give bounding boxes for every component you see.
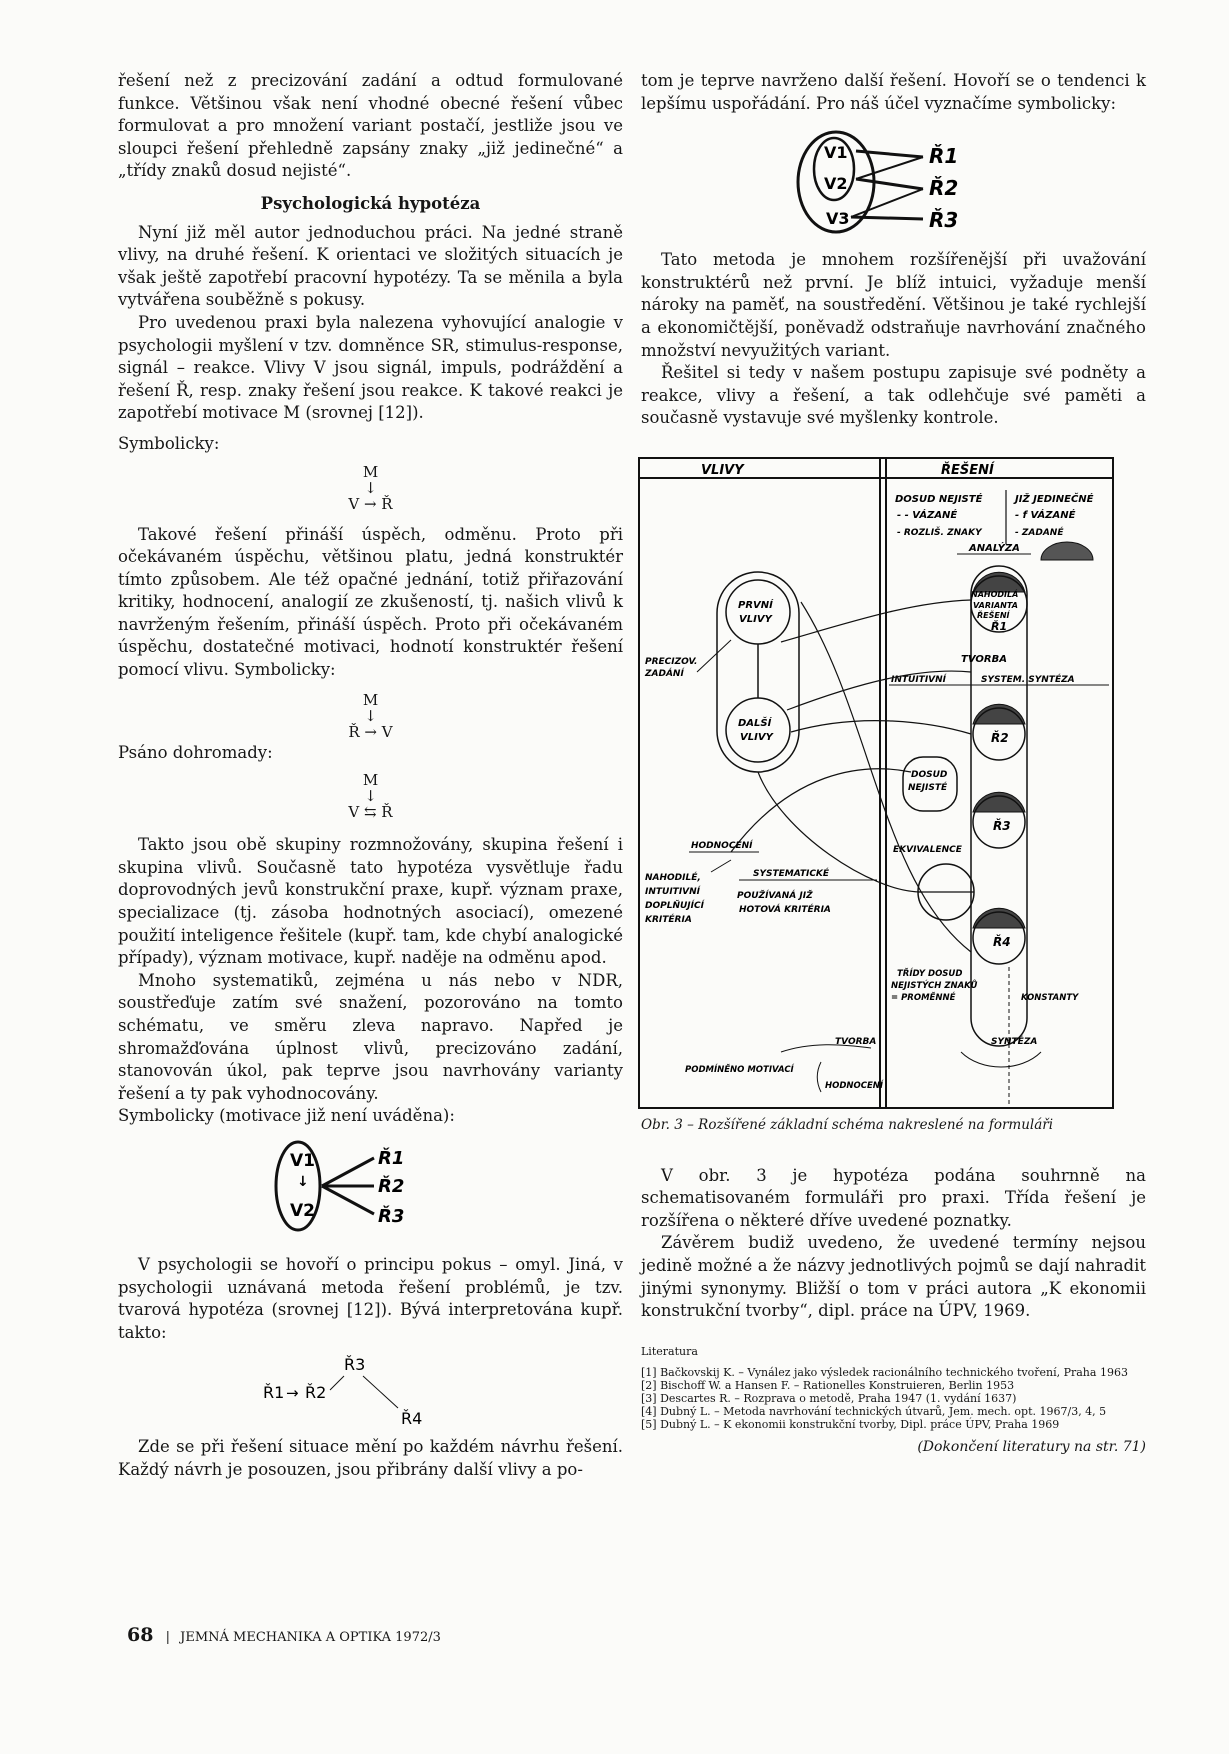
arrow-icon: [851, 217, 923, 219]
formula-3: [118, 772, 623, 820]
formula-line: Ř → V: [348, 722, 393, 741]
legend-text: - f VÁZANÉ: [1015, 509, 1076, 521]
arrow-icon: [851, 189, 923, 217]
arrow-icon: [322, 1186, 374, 1214]
figure-3-diagram: [631, 452, 1136, 1110]
label-v1: V1: [290, 1150, 315, 1171]
formula-arrow: ↓: [364, 478, 377, 497]
literature-title: Literatura: [641, 1344, 698, 1358]
paragraph: Závěrem budiž uvedeno, že uvedené termíny nejsou jedině možné a že názvy jednotlivých pojmů se dají nahradit jinými synonymy. Bližší o tom v práci autora „K ekonomii konstrukční tvorby“, dipl. práce na ÚPV, 1969.: [641, 1233, 1146, 1321]
label-v1: V1: [824, 143, 848, 163]
page-footer: [127, 1624, 441, 1646]
label-r2: Ř2: [378, 1175, 405, 1197]
arrow-icon: [363, 1376, 398, 1408]
label-pouzivana: POUŽÍVANÁ JIŽ: [737, 890, 813, 901]
hatched-semicircle-icon: [1041, 542, 1093, 560]
label-kriteria: KRITÉRIA: [645, 914, 692, 925]
figure-caption: Obr. 3 – Rozšířené základní schéma nakreslené na formuláři: [641, 1116, 1054, 1133]
page-number: 68: [127, 1624, 154, 1646]
formula-arrow: ↓: [364, 706, 377, 725]
label-nahodila: NAHODILÁ: [971, 589, 1019, 599]
label-dalsi: DALŠÍ: [738, 717, 772, 729]
label-promenne: = PROMĚNNÉ: [891, 992, 956, 1003]
label-podmineno: PODMÍNĚNO MOTIVACÍ: [685, 1064, 794, 1075]
label-nejistych: NEJISTÝCH ZNAKŮ: [891, 980, 978, 991]
paragraph: Takto jsou obě skupiny rozmnožovány, skupina řešení i skupina vlivů. Současně tato hypotéza vysvětluje řadu doprovodných jevů konstrukční praxe, kupř. význam praxe, specializace (tj. zásoba hodnotných asociací), omezené použití inteligence řešitele (kupř. tam, kde chybí analogické případy), význam motivace, kupř. naděje na odměnu apod.: [118, 835, 623, 968]
legend-text: - ZADANÉ: [1015, 527, 1064, 538]
label-r2: Ř2: [991, 730, 1009, 745]
paragraph: V psychologii se hovoří o principu pokus – omyl. Jiná, v psychologii uznávaná metoda řešení problémů, je tzv. tvarová hypotéza (srovnej [12]). Bývá interpretována kupř. takto:: [118, 1254, 623, 1342]
vlivy-header: VLIVY: [701, 462, 744, 478]
section-heading: Psychologická hypotéza: [260, 193, 481, 213]
label-ekvivalence: EKVIVALENCE: [893, 844, 962, 855]
continued-note: (Dokončení literatury na str. 71): [917, 1438, 1146, 1455]
formula-arrow: ↓: [364, 787, 377, 806]
right-column: [641, 70, 1146, 1454]
label-hotova: HOTOVÁ KRITÉRIA: [739, 904, 831, 915]
left-column: [118, 70, 623, 1482]
arrow-icon: [856, 157, 923, 179]
label-tridy: TŘÍDY DOSUD: [897, 968, 963, 979]
label-precizov: PRECIZOV.: [645, 656, 698, 667]
label-r3: Ř3: [929, 208, 959, 233]
psano-label: Psáno dohromady:: [118, 742, 273, 762]
label-r2: Ř2: [929, 176, 959, 201]
label-dosud: DOSUD: [911, 769, 948, 780]
label-v3: V3: [826, 209, 850, 229]
journal-name: JEMNÁ MECHANIKA A OPTIKA 1972/3: [180, 1630, 441, 1645]
label-vlivy: VLIVY: [740, 731, 773, 743]
label-v2: V2: [290, 1200, 315, 1221]
paragraph: tom je teprve navrženo další řešení. Hovoří se o tendenci k lepšímu uspořádání. Pro náš účel vyznačíme symbolicky:: [641, 71, 1146, 113]
label-r3: Ř3: [344, 1355, 366, 1375]
label-nejiste: NEJISTÉ: [908, 782, 948, 793]
reseni-header: ŘEŠENÍ: [941, 462, 994, 478]
paragraph: Řešitel si tedy v našem postupu zapisuje své podněty a reakce, vlivy a řešení, a tak odlehčuje své paměti a současně vystavuje své myšlenky kontrole.: [641, 363, 1146, 428]
arrow-right-icon: →: [286, 1384, 299, 1403]
label-v2: V2: [824, 174, 848, 194]
label-r3: Ř3: [378, 1205, 405, 1227]
formula-2: [118, 692, 623, 740]
arrow-icon: [330, 1376, 344, 1390]
paragraph: Pro uvedenou praxi byla nalezena vyhovující analogie v psychologii myšlení v tzv. domněnce SR, stimulus-response, signál – reakce. Vlivy V jsou signál, impuls, podráždění a řešení Ř, resp. znaky řešení jsou reakce. K takové reakci je zapotřebí motivace M (srovnej [12]).: [118, 312, 623, 423]
footer-divider: |: [165, 1630, 170, 1645]
symbolicky-label: Symbolicky:: [118, 433, 220, 453]
formula-m: M: [362, 771, 379, 790]
formula-4: [118, 1350, 623, 1430]
label-r2: Ř2: [305, 1383, 327, 1403]
paragraph: Takové řešení přináší úspěch, odměnu. Proto při očekávaném úspěchu, většinou platu, jedná konstruktér tímto způsobem. Ale též opačné jednání, totiž přiřazování kritiky, hodnocení, analogií ze zkušeností, tj. našich vlivů k navrženým řešením, přináší úspěch. Proto při očekávaném úspěchu, dostatečné motivaci, hodnotí konstruktér řešení pomocí vlivu. Symbolicky:: [118, 524, 623, 680]
label-synteza: SYNTÉZA: [991, 1036, 1038, 1047]
label-hodnoceni: HODNOCENÍ: [691, 840, 753, 851]
label-r1: Ř1: [929, 144, 959, 169]
arrow-icon: [322, 1158, 374, 1186]
arrow-icon: [856, 179, 923, 189]
label-vlivy: VLIVY: [739, 613, 772, 625]
label-r1: Ř1: [263, 1383, 285, 1403]
formula-m: M: [362, 690, 379, 709]
paragraph: V obr. 3 je hypotéza podána souhrnně na schematisovaném formuláři pro praxi. Třída řešení je rozšířena o některé dříve uvedené poznatky.: [641, 1165, 1146, 1230]
literature: [641, 1345, 1146, 1454]
reference: [1] Bačkovskij K. – Vynález jako výsledek racionálního technického tvoření, Praha 1963: [641, 1365, 1128, 1379]
figure-vr-diagram: [118, 1136, 623, 1246]
formula-1: [118, 464, 623, 512]
figure-gestalt-diagram: [641, 127, 1146, 245]
legend-text: ANALÝZA: [969, 542, 1020, 554]
label-r3: Ř3: [993, 818, 1011, 833]
reference: [3] Descartes R. – Rozprava o metodě, Praha 1947 (1. vydání 1637): [641, 1391, 1017, 1405]
label-varianta: VARIANTA: [973, 600, 1018, 610]
label-tvorba: TVORBA: [835, 1036, 877, 1047]
paragraph: Mnoho systematiků, zejména u nás nebo v NDR, soustřeďuje zatím své snažení, pozorováno na tomto schématu, ve směru zleva napravo. Napřed je shromažďována úplnost vlivů, precizováno zadání, stanovován úkol, pak teprve jsou navrhovány varianty řešení a ty pak vyhodnocovány.: [118, 970, 623, 1103]
label-reseni: ŘEŠENÍ: [977, 610, 1010, 620]
paragraph: řešení než z precizování zadání a odtud formulované funkce. Většinou však není vhodné obecné řešení vůbec formulovat a pro množení variant postačí, jestliže jsou ve sloupci řešení přehledně zapsány znaky „již jedinečné“ a „třídy znaků dosud nejisté“.: [118, 71, 623, 181]
label-doplnujici: DOPLŇUJÍCÍ: [645, 900, 704, 911]
paragraph: Tato metoda je mnohem rozšířenější při uvažování konstruktérů než první. Je blíž intuici, vyžaduje menší nároky na paměť, na soustředění. Většinou je také rychlejší a ekonomičtější, poněvadž odstraňuje navrhování značného množství nevyužitých variant.: [641, 250, 1146, 360]
formula-m: M: [362, 462, 379, 481]
label-prvni: PRVNÍ: [738, 599, 773, 611]
legend-text: JIŽ JEDINEČNÉ: [1015, 493, 1094, 505]
label-intuitivni: INTUITIVNÍ: [645, 886, 701, 897]
label-tvorba: TVORBA: [961, 653, 1007, 665]
reference: [5] Dubný L. – K ekonomii konstrukční tvorby, Dipl. práce ÚPV, Praha 1969: [641, 1417, 1060, 1431]
formula-line: V ⇆ Ř: [348, 803, 393, 822]
reference: [2] Bischoff W. a Hansen F. – Rationelles Konstruieren, Berlin 1953: [641, 1378, 1015, 1392]
label-r1: Ř1: [991, 619, 1008, 633]
label-r4: Ř4: [993, 934, 1011, 949]
legend-text: - ROZLIŠ. ZNAKY: [897, 527, 982, 538]
arrow-down-icon: ↓: [297, 1173, 309, 1190]
formula-line: V → Ř: [348, 494, 393, 513]
label-systematicke: SYSTEMATICKÉ: [753, 868, 830, 879]
paragraph: Zde se při řešení situace mění po každém návrhu řešení. Každý návrh je posouzen, jsou přibrány další vlivy a po-: [118, 1437, 623, 1479]
reference: [4] Dubný L. – Metoda navrhování technických útvarů, Jem. mech. opt. 1967/3, 4, 5: [641, 1404, 1107, 1418]
label-zadani: ZADÁNÍ: [645, 668, 684, 679]
legend-text: DOSUD NEJISTÉ: [895, 493, 983, 505]
label-synteza: SYSTEM. SYNTÉZA: [981, 674, 1075, 685]
paragraph: Nyní již měl autor jednoduchou práci. Na jedné straně vlivy, na druhé řešení. K orientaci ve složitých situacích je však ještě zapotřebí pracovní hypotézy. Ta se měnila a byla vytvářena souběžně s pokusy.: [118, 222, 623, 310]
label-hodnoceni: HODNOCENÍ: [825, 1080, 884, 1091]
label-r4: Ř4: [401, 1409, 423, 1429]
label-r1: Ř1: [378, 1147, 405, 1169]
legend-text: - - VÁZANÉ: [897, 509, 958, 521]
symbolicky-label: Symbolicky (motivace již není uváděna):: [118, 1106, 455, 1126]
label-konstanty: KONSTANTY: [1021, 992, 1079, 1003]
label-nahodile: NAHODILÉ,: [645, 872, 701, 883]
label-intuitivni: INTUITIVNÍ: [891, 674, 947, 685]
